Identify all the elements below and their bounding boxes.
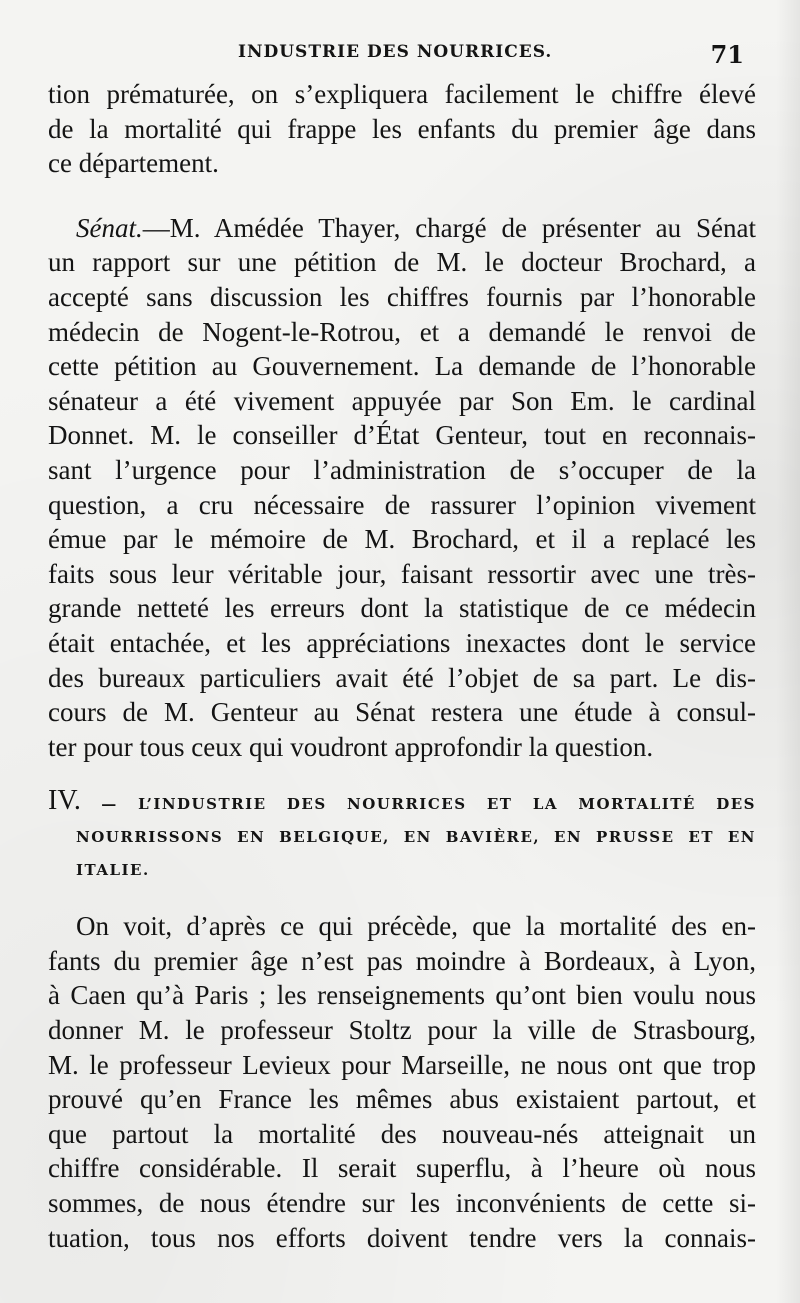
- text-line: fants du premier âge n’est pas moindre à Bordeaux, à Lyon,: [48, 945, 756, 976]
- text-line: accepté sans discussion les chiffres fournis par l’honorable: [48, 281, 756, 312]
- body-text: [48, 77, 756, 1255]
- text-fragment: —M. Amédée Thayer, chargé de présenter au Sénat: [142, 212, 756, 243]
- section-heading: [48, 784, 756, 887]
- paragraph-spacer: [48, 181, 756, 211]
- text-line-first: [48, 211, 756, 246]
- section-numeral: IV.: [48, 785, 81, 817]
- text-line: sommes, de nous étendre sur les inconvénients de cette si-: [48, 1188, 756, 1219]
- text-line: ce département.: [48, 148, 219, 179]
- section-heading-line-1: [48, 784, 756, 821]
- senat-lead: Sénat.: [76, 212, 143, 243]
- text-line: sénateur a été vivement appuyée par Son Em. le cardinal: [48, 385, 756, 416]
- text-line: donner M. le professeur Stoltz pour la ville de Strasbourg,: [48, 1015, 756, 1046]
- text-line: sant l’urgence pour l’administration de s’occuper de la: [48, 454, 756, 485]
- heading-spacer-top: [48, 764, 756, 784]
- text-line: tuation, tous nos efforts doivent tendre vers la connais-: [48, 1222, 756, 1253]
- text-line: ter pour tous ceux qui voudront approfondir la question.: [48, 731, 654, 762]
- text-line: M. le professeur Levieux pour Marseille, ne nous ont que trop: [48, 1049, 756, 1080]
- text-line: tion prématurée, on s’expliquera facilement le chiffre élevé: [48, 79, 756, 109]
- page-number: 71: [710, 40, 744, 69]
- text-line: chiffre considérable. Il serait superflu, à l’heure où nous: [48, 1153, 756, 1184]
- text-line: était entachée, et les appréciations inexactes dont le service: [48, 627, 756, 658]
- text-line: faits sous leur véritable jour, faisant ressortir avec une très-: [48, 558, 756, 589]
- text-line: prouvé qu’en France les mêmes abus existaient partout, et: [48, 1084, 756, 1115]
- paragraph-3: [48, 909, 756, 1255]
- text-line: question, a cru nécessaire de rassurer l’opinion vivement: [48, 489, 756, 520]
- heading-spacer-bottom: [48, 887, 756, 909]
- page-header: [48, 40, 748, 72]
- text-line: des bureaux particuliers avait été l’objet de sa part. Le dis-: [48, 662, 756, 693]
- text-line: médecin de Nogent-le-Rotrou, et a demandé le renvoi de: [48, 316, 756, 347]
- text-line: cours de M. Genteur au Sénat restera une étude à consul-: [48, 697, 756, 728]
- text-line: à Caen qu’à Paris ; les renseignements qu’ont bien voulu nous: [48, 980, 756, 1011]
- page-edge-shadow: [776, 0, 800, 1303]
- text-line: grande netteté les erreurs dont la statistique de ce médecin: [48, 593, 756, 624]
- running-title: INDUSTRIE DES NOURRICES.: [238, 42, 553, 62]
- text-line: que partout la mortalité des nouveau-nés atteignait un: [48, 1118, 756, 1149]
- section-heading-line-2: NOURRISSONS EN BELGIQUE, EN BAVIÈRE, EN PRUSSE ET EN: [76, 828, 756, 847]
- text-line: de la mortalité qui frappe les enfants du premier âge dans: [48, 113, 756, 144]
- text-line: On voit, d’après ce qui précède, que la mortalité des en-: [76, 911, 756, 942]
- text-line: Donnet. M. le conseiller d’État Genteur, tout en reconnais-: [48, 420, 756, 451]
- heading-fragment: — L’INDUSTRIE DES NOURRICES ET LA MORTALITÉ DES: [101, 795, 756, 814]
- text-line: cette pétition au Gouvernement. La demande de l’honorable: [48, 351, 756, 382]
- text-line: un rapport sur une pétition de M. le docteur Brochard, a: [48, 247, 756, 278]
- paragraph-2: [48, 211, 756, 765]
- section-heading-line-3: ITALIE.: [76, 861, 150, 880]
- text-line: émue par le mémoire de M. Brochard, et il a replacé les: [48, 524, 756, 555]
- paragraph-1: [48, 77, 756, 181]
